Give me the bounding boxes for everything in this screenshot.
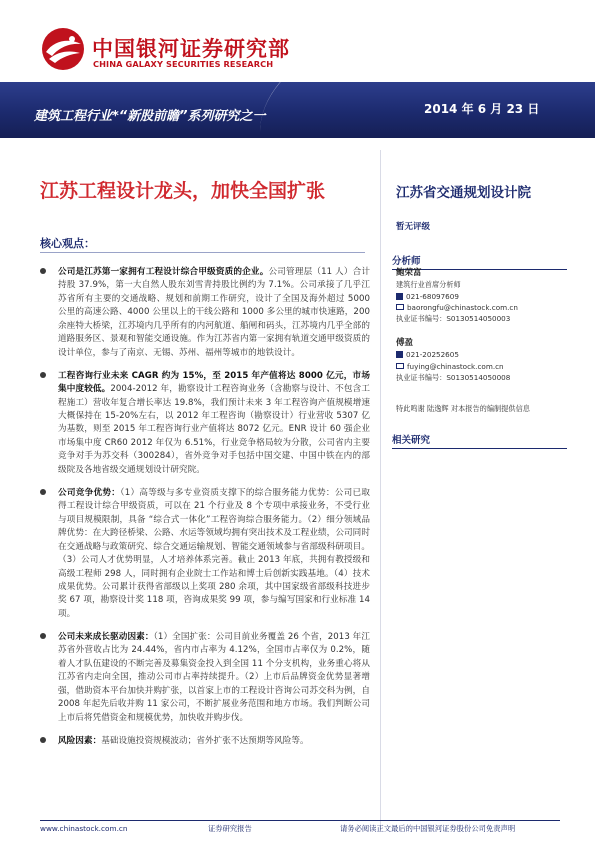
acknowledgement: 特此鸣谢 陆逸辉 对本报告的编制提供信息 <box>396 404 530 413</box>
analyst-name: 傅盈 <box>396 338 414 348</box>
analyst-section-header: 分析师 <box>392 253 567 270</box>
footer-divider <box>40 820 560 821</box>
key-points-list <box>58 266 370 757</box>
bullet-dot-icon <box>40 737 46 743</box>
list-item <box>58 370 370 478</box>
core-views-divider <box>40 252 365 253</box>
series-title: 建筑工程行业*“新股前瞻”系列研究之一 <box>34 109 266 124</box>
footer-doc-type: 证券研究报告 <box>208 824 252 833</box>
analyst-cert: 执业证书编号：S0130514050008 <box>396 372 511 382</box>
logo-text-en: CHINA GALAXY SECURITIES RESEARCH <box>93 59 274 69</box>
bullet-dot-icon <box>40 633 46 639</box>
bullet-text: 2004-2012 年，勘察设计工程咨询业务（含勘察与设计、不包含工程施工）营收年复合增长率达 19.8%，我们预计未来 3 年工程咨询产值规模增速大概保持在 15-20%左右，以 2012 年工程咨询（勘察设计）行业营收 5307 亿为基数，则至 2015 年工程咨询行业产值将达 8072 亿元。ENR 设计 60 强企业市场集中度 CR60 2012 年仅为 6.51%，行业竞争格局较为分散，公司省内主要竞争对手为苏交科（300284），省外竞争对手包括中国交建、中国中铁在内的部级院及各地省级交通规划设计研究院。 <box>58 384 370 475</box>
analyst-name: 鲍荣富 <box>396 268 422 278</box>
bullet-lead: 公司未来成长驱动因素： <box>58 631 154 642</box>
core-views-label: 核心观点： <box>40 237 95 250</box>
list-item <box>58 735 370 748</box>
footer-disclaimer: 请务必阅读正文最后的中国银河证券股份公司免责声明 <box>340 824 516 833</box>
bullet-text: （1）高等级与多专业资质支撑下的综合服务能力优势：公司已取得工程设计综合甲级资质，可以在 21 个行业及 8 个专项中承接业务，不受行业与项目规模限制，具备 “综合式一体化”工程咨询综合服务能力。（2）细分领域品牌优势：在大跨径桥梁、公路、水运等领域均拥有突出技术及工程业绩，公司同时在交通战略与政策研究、综合交通运输规划、智能交通领域参与省部级科研项目。（3）公司人才优势明显，人才培养体系完善。截止 2013 年底，共拥有教授级和高级工程师 298 人，同时拥有企业院士工作站和博士后创新实践基地。（4）技术成果优势。公司累计获得省部级以上奖项 280 余项，其中国家级省部级科技进步奖 67 项，勘察设计奖 118 项，咨询成果奖 99 项，参与编写国家和行业标准 14 项。 <box>58 487 370 619</box>
list-item <box>58 487 370 622</box>
series-banner <box>0 82 595 138</box>
analyst-card <box>396 268 518 324</box>
report-title: 江苏工程设计龙头，加快全国扩张 <box>40 180 326 202</box>
logo-text-cn: 中国银河证券研究部 <box>92 37 290 61</box>
analyst-phone: 021-68097609 <box>406 291 459 301</box>
analyst-cert: 执业证书编号：S0130514050003 <box>396 314 511 324</box>
bullet-dot-icon <box>40 489 46 495</box>
bullet-lead: 公司是江苏第一家拥有工程设计综合甲级资质的企业。 <box>58 267 269 277</box>
phone-icon <box>396 293 403 300</box>
phone-icon <box>396 351 403 358</box>
company-name: 江苏省交通规划设计院 <box>396 185 531 201</box>
bullet-lead: 工程咨询行业未来 CAGR 约为 15%，至 2015 年产值将达 8000 亿元，市场集中度较低。 <box>58 370 370 395</box>
galaxy-logo-icon <box>40 26 86 72</box>
email-icon <box>396 363 404 369</box>
rating-label: 暂无评级 <box>396 222 431 232</box>
bullet-text: （1）全国扩张：公司目前业务覆盖 26 个省，2013 年江苏省外营收占比为 24.44%，省内市占率为 4.12%，全国市占率仅为 0.2%，随着人才队伍建设的不断完善及募集资金投入到全国 11 个分支机构，业务重心将从江苏省内走向全国，推动公司市占率持续提升。（2）上市后品牌资金优势显著增强，借助资本平台加快并购扩张，以首家上市的工程设计咨询公司苏交科为例，自 2008 年起先后收并购 11 家公司，不断扩展业务范围和地方市场。我们判断公司上市后将凭借资金和规模优势，加快收并购步伐。 <box>58 631 370 723</box>
list-item <box>58 266 370 360</box>
report-header <box>0 0 595 80</box>
list-item <box>58 631 370 725</box>
related-research-header: 相关研究 <box>392 432 567 449</box>
bullet-dot-icon <box>40 372 46 378</box>
report-date: 2014 年 6 月 23 日 <box>424 102 540 116</box>
analyst-phone: 021-20252605 <box>406 350 459 360</box>
analyst-title: 建筑行业首席分析师 <box>396 280 461 290</box>
bullet-lead: 风险因素： <box>58 735 102 746</box>
bullet-text: 基础设施投资规模波动；省外扩张不达预期等风险等。 <box>101 735 309 746</box>
bullet-lead: 公司竞争优势： <box>58 487 121 498</box>
column-divider <box>380 150 381 830</box>
analyst-email[interactable]: fuying@chinastock.com.cn <box>407 361 504 371</box>
email-icon <box>396 304 404 310</box>
analyst-email[interactable]: baorongfu@chinastock.com.cn <box>407 302 518 312</box>
footer-url[interactable]: www.chinastock.com.cn <box>40 824 128 833</box>
bullet-dot-icon <box>40 268 46 274</box>
bullet-text: 公司管理层（11 人）合计持股 37.9%，第一大自然人股东刘雪青持股比例约为 7.1%。公司承接了几乎江苏省所有主要的交通战略、规划和前期工作研究，设计了全国及海外超过 5000 公里的高速公路、4000 公里以上的干线公路和 1000 多公里的城市快速路，200 余座特大桥梁，江苏境内几乎所有的内河航道、船闸和码头，江苏境内几乎全部的道路服务区、景观和智能交通设施。作为江苏省内第一家拥有轨道交通甲级资质的设计单位，参与了南京、无锡、苏州、福州等城市的地铁设计。 <box>58 267 370 358</box>
analyst-card-2 <box>396 338 510 383</box>
